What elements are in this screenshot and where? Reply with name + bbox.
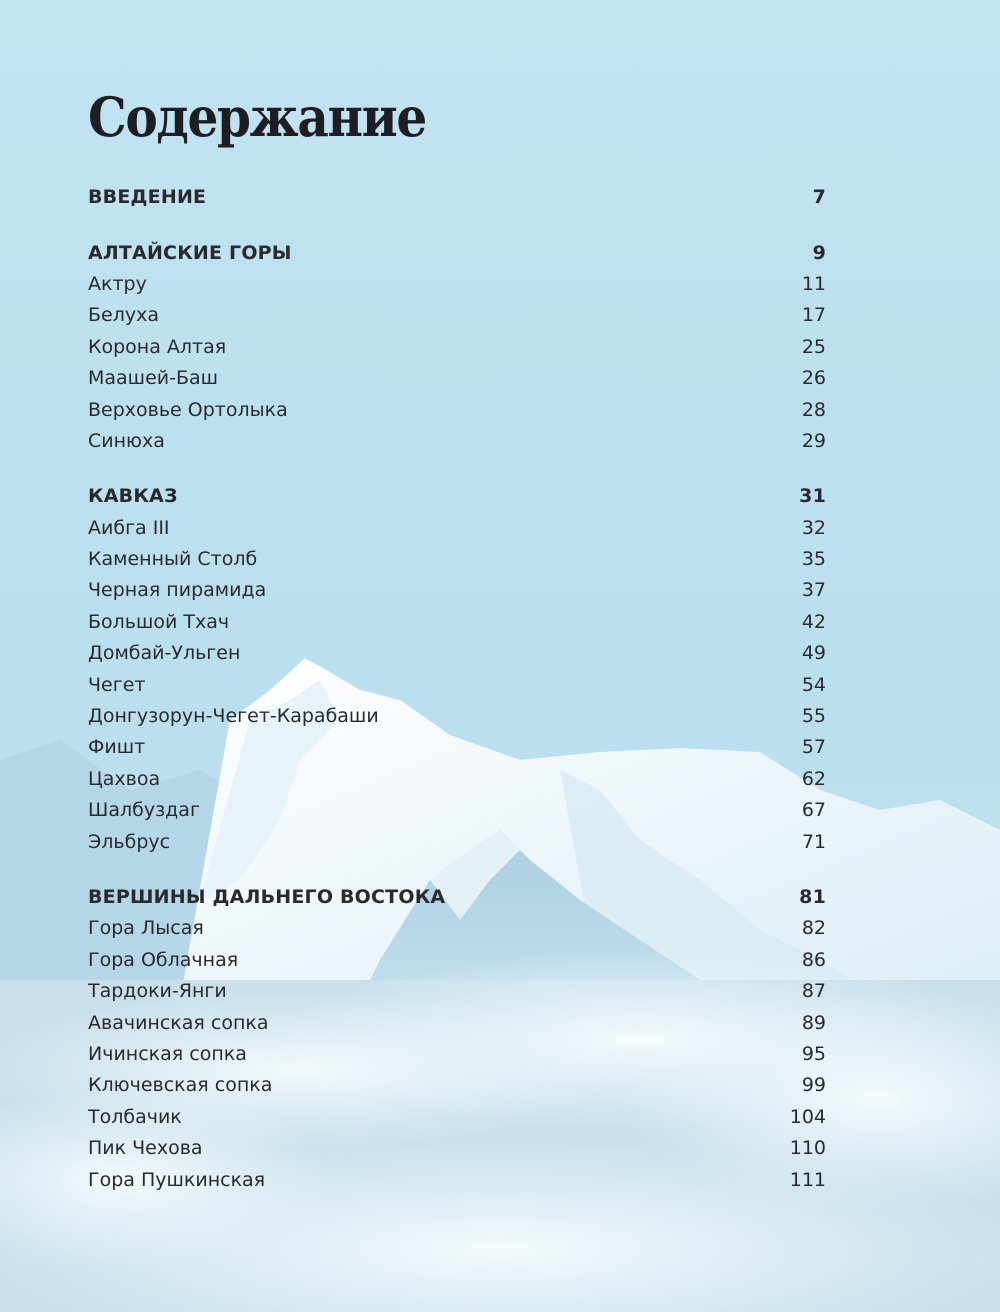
toc-entry[interactable] [88,1164,826,1195]
entry-title: Верховье Ортолыка [88,398,288,421]
entry-page-number: 86 [801,948,826,971]
toc-section [88,237,826,457]
toc-entry[interactable] [88,976,826,1007]
entry-page-number: 67 [801,799,826,822]
entry-title: Ичинская сопка [88,1042,247,1065]
entry-title: Фишт [88,736,146,759]
entry-title: Донгузорун-Чегет-Карабаши [88,705,379,728]
entry-page-number: 82 [801,917,826,940]
section-page-number: 81 [799,886,826,908]
toc-entry[interactable] [88,1070,826,1101]
toc-entry[interactable] [88,1102,826,1133]
toc-list [88,182,826,1220]
toc-entry[interactable] [88,638,826,669]
toc-entry[interactable] [88,732,826,763]
section-page-number: 9 [812,241,826,264]
entry-title: Шалбуздаг [88,799,200,822]
toc-entry[interactable] [88,701,826,732]
entry-title: Толбачик [88,1105,182,1128]
toc-entry[interactable] [88,764,826,795]
entry-page-number: 99 [801,1074,826,1097]
toc-section-heading[interactable] [88,882,826,913]
entry-page-number: 42 [801,610,826,633]
entry-title: Цахвоа [88,767,161,790]
entry-page-number: 55 [801,705,826,728]
section-page-number: 7 [812,186,826,209]
toc-entry[interactable] [88,913,826,944]
toc-entry[interactable] [88,1133,826,1164]
entry-page-number: 62 [801,767,826,790]
entry-page-number: 35 [801,548,826,571]
entry-title: Большой Тхач [88,610,230,633]
entry-page-number: 25 [801,335,826,358]
entry-title: Домбай-Ульген [88,642,241,665]
entry-title: Синюха [88,429,165,452]
entry-page-number: 37 [801,579,826,602]
toc-entry[interactable] [88,826,826,857]
toc-section-heading[interactable] [88,237,826,268]
entry-title: Гора Лысая [88,917,204,940]
section-title: ВВЕДЕНИЕ [88,186,207,209]
entry-page-number: 32 [801,516,826,539]
entry-title: Маашей-Баш [88,367,219,390]
toc-section [88,882,826,1196]
toc-section [88,182,826,213]
toc-entry[interactable] [88,544,826,575]
entry-page-number: 57 [801,736,826,759]
entry-page-number: 17 [801,304,826,327]
entry-page-number: 54 [801,673,826,696]
toc-section [88,481,826,858]
entry-title: Аибга III [88,516,170,539]
entry-title: Авачинская сопка [88,1011,269,1034]
toc-entry[interactable] [88,575,826,606]
section-title: АЛТАЙСКИЕ ГОРЫ [88,241,292,264]
entry-page-number: 89 [801,1011,826,1034]
toc-entry[interactable] [88,426,826,457]
toc-entry[interactable] [88,1007,826,1038]
entry-title: Белуха [88,304,159,327]
toc-entry[interactable] [88,669,826,700]
section-title: КАВКАЗ [88,485,178,508]
page-title: Содержание [88,85,427,149]
entry-title: Гора Облачная [88,948,239,971]
section-page-number: 31 [799,485,826,508]
entry-title: Чегет [88,673,146,696]
entry-page-number: 111 [789,1168,826,1191]
toc-entry[interactable] [88,300,826,331]
toc-entry[interactable] [88,513,826,544]
toc-entry[interactable] [88,1039,826,1070]
entry-page-number: 95 [801,1042,826,1065]
entry-title: Тардоки-Янги [88,980,227,1003]
entry-title: Эльбрус [88,830,171,853]
entry-title: Ключевская сопка [88,1074,273,1097]
toc-section-heading[interactable] [88,481,826,512]
entry-page-number: 110 [789,1137,826,1160]
entry-title: Актру [88,272,147,295]
entry-page-number: 26 [801,367,826,390]
entry-title: Корона Алтая [88,335,227,358]
entry-page-number: 87 [801,980,826,1003]
entry-title: Черная пирамида [88,579,267,602]
entry-title: Пик Чехова [88,1137,203,1160]
entry-page-number: 104 [789,1105,826,1128]
toc-entry[interactable] [88,332,826,363]
toc-entry[interactable] [88,394,826,425]
entry-page-number: 49 [801,642,826,665]
toc-entry[interactable] [88,269,826,300]
entry-page-number: 29 [801,429,826,452]
entry-page-number: 71 [801,830,826,853]
entry-title: Гора Пушкинская [88,1168,266,1191]
toc-entry[interactable] [88,363,826,394]
section-title: ВЕРШИНЫ ДАЛЬНЕГО ВОСТОКА [88,886,446,908]
toc-entry[interactable] [88,945,826,976]
toc-section-heading[interactable] [88,182,826,213]
entry-page-number: 11 [801,272,826,295]
toc-entry[interactable] [88,795,826,826]
toc-entry[interactable] [88,607,826,638]
entry-page-number: 28 [801,398,826,421]
entry-title: Каменный Столб [88,548,258,571]
